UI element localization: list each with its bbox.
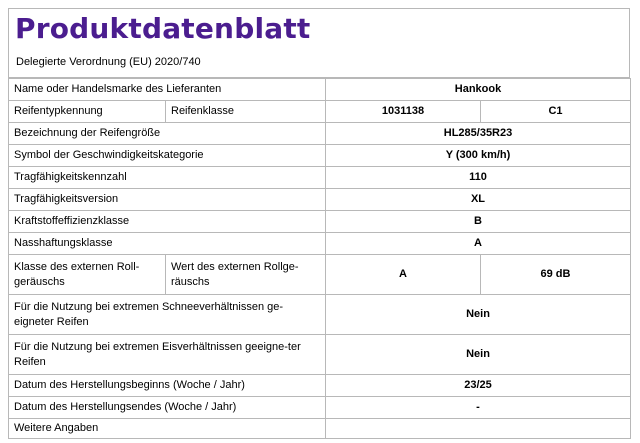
size-value: HL285/35R23 [326, 123, 631, 145]
load-version-label: Tragfähigkeitsversion [9, 189, 326, 211]
production-start-label: Datum des Herstellungsbeginns (Woche / Jahr) [9, 375, 326, 397]
table-row [9, 375, 631, 397]
table-row [9, 145, 631, 167]
supplier-label: Name oder Handelsmarke des Lieferanten [9, 79, 326, 101]
table-row [9, 211, 631, 233]
type-id-label: Reifentypkennung [9, 101, 166, 123]
production-end-value: - [326, 397, 631, 419]
table-row [9, 123, 631, 145]
load-index-value: 110 [326, 167, 631, 189]
regulation-reference: Delegierte Verordnung (EU) 2020/740 [16, 56, 201, 68]
tyre-class-label: Reifenklasse [166, 101, 326, 123]
noise-db-value: 69 dB [481, 255, 631, 295]
speed-label: Symbol der Geschwindigkeitskategorie [9, 145, 326, 167]
noise-value-label: Wert des externen Rollge-räuschs [166, 255, 326, 295]
table-row [9, 189, 631, 211]
supplier-value: Hankook [326, 79, 631, 101]
table-row [9, 295, 631, 335]
table-row [9, 397, 631, 419]
table-row [9, 79, 631, 101]
load-index-label: Tragfähigkeitskennzahl [9, 167, 326, 189]
speed-value: Y (300 km/h) [326, 145, 631, 167]
snow-value: Nein [326, 295, 631, 335]
page-title: Produktdatenblatt [15, 12, 311, 45]
load-version-value: XL [326, 189, 631, 211]
production-end-label: Datum des Herstellungsendes (Woche / Jahr) [9, 397, 326, 419]
wet-grip-label: Nasshaftungsklasse [9, 233, 326, 255]
ice-value: Nein [326, 335, 631, 375]
production-start-value: 23/25 [326, 375, 631, 397]
table-row [9, 233, 631, 255]
snow-label: Für die Nutzung bei extremen Schneeverhältnissen ge-eigneter Reifen [9, 295, 326, 335]
table-row [9, 101, 631, 123]
noise-class-value: A [326, 255, 481, 295]
table-row [9, 335, 631, 375]
type-id-value: 1031138 [326, 101, 481, 123]
fuel-class-label: Kraftstoffeffizienzklasse [9, 211, 326, 233]
more-info-label: Weitere Angaben [9, 419, 326, 439]
sheet-header [8, 8, 630, 78]
tyre-class-value: C1 [481, 101, 631, 123]
ice-label: Für die Nutzung bei extremen Eisverhältnissen geeigne-ter Reifen [9, 335, 326, 375]
table-row [9, 167, 631, 189]
fuel-class-value: B [326, 211, 631, 233]
noise-class-label: Klasse des externen Roll-geräuschs [9, 255, 166, 295]
table-row [9, 255, 631, 295]
table-row [9, 419, 631, 439]
wet-grip-value: A [326, 233, 631, 255]
size-label: Bezeichnung der Reifengröße [9, 123, 326, 145]
tyre-data-table [8, 78, 631, 439]
more-info-value [326, 419, 631, 439]
